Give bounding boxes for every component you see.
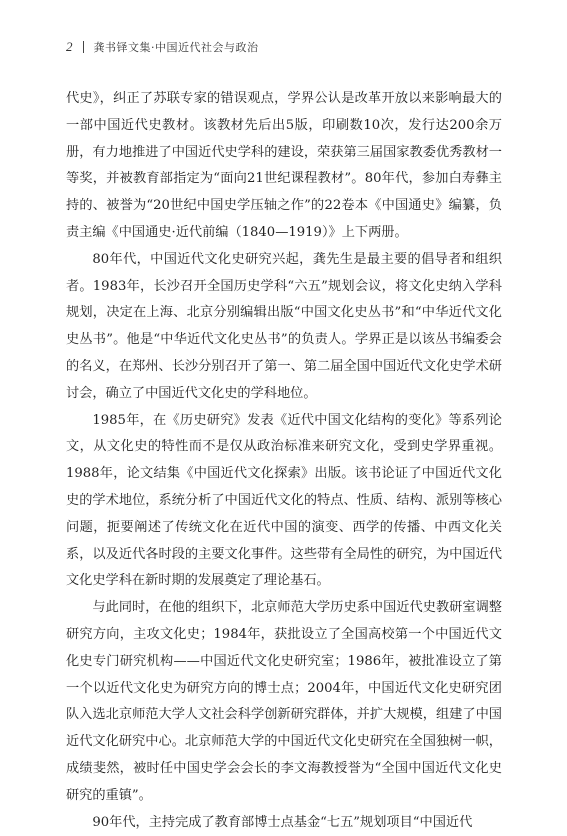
paragraph-5: 90年代，主持完成了教育部博士点基金“七五”规划项目“中国近代 xyxy=(92,814,473,830)
paragraph-1: 代史》，纠正了苏联专家的错误观点，学界公认是改革开放以来影响最大的一部中国近代史教材。该教材先后出5版，印刷数10次，发行达200余万册，有力地推进了中国近代史学科的建设，荣获第三届国家教委优秀教材一等奖，并被教育部指定为“面向21世纪课程教材”。80年代，参加白寿彝主持的、被誉为“20世纪中国史学压轴之作”的22卷本《中国通史》编纂，负责主编《中国通史·近代前编（1840—1919）》上下两册。 xyxy=(66,91,502,240)
page-number: 2 xyxy=(66,39,73,54)
header-divider xyxy=(83,41,84,53)
running-header xyxy=(66,38,259,56)
body-text xyxy=(66,86,502,836)
paragraph-4: 与此同时，在他的组织下，北京师范大学历史系中国近代史教研室调整研究方向，主攻文化史；1984年，获批设立了全国高校第一个中国近代文化史专门研究机构——中国近代文化史研究室；1986年，被批准设立了第一个以近代文化史为研究方向的博士点；2004年，中国近代文化史研究团队入选北京师范大学人文社会科学创新研究群体，并扩大规模，组建了中国近代文化研究中心。北京师范大学的中国近代文化史研究在全国独树一帜，成绩斐然，被时任中国史学会会长的李文海教授誉为“全国中国近代文化史研究的重镇”。 xyxy=(66,600,502,803)
paragraph-3: 1985年，在《历史研究》发表《近代中国文化结构的变化》等系列论文，从文化史的特性而不是仅从政治标准来研究文化，受到史学界重视。1988年，论文结集《中国近代文化探索》出版。该书论证了中国近代文化史的学术地位，系统分析了中国近代文化的特点、性质、结构、派别等核心问题，扼要阐述了传统文化在近代中国的演变、西学的传播、中西文化关系，以及近代各时段的主要文化事件。这些带有全局性的研究，为中国近代文化史学科在新时期的发展奠定了理论基石。 xyxy=(66,412,502,589)
paragraph-2: 80年代，中国近代文化史研究兴起，龚先生是最主要的倡导者和组织者。1983年，长沙召开全国历史学科“六五”规划会议，将文化史纳入学科规划，决定在上海、北京分别编辑出版“中国文化史丛书”和“中华近代文化史丛书”。他是“中华近代文化史丛书”的负责人。学界正是以该丛书编委会的名义，在郑州、长沙分别召开了第一、第二届全国中国近代文化史学术研讨会，确立了中国近代文化史的学科地位。 xyxy=(66,251,502,401)
book-title: 龚书铎文集·中国近代社会与政治 xyxy=(93,41,259,54)
